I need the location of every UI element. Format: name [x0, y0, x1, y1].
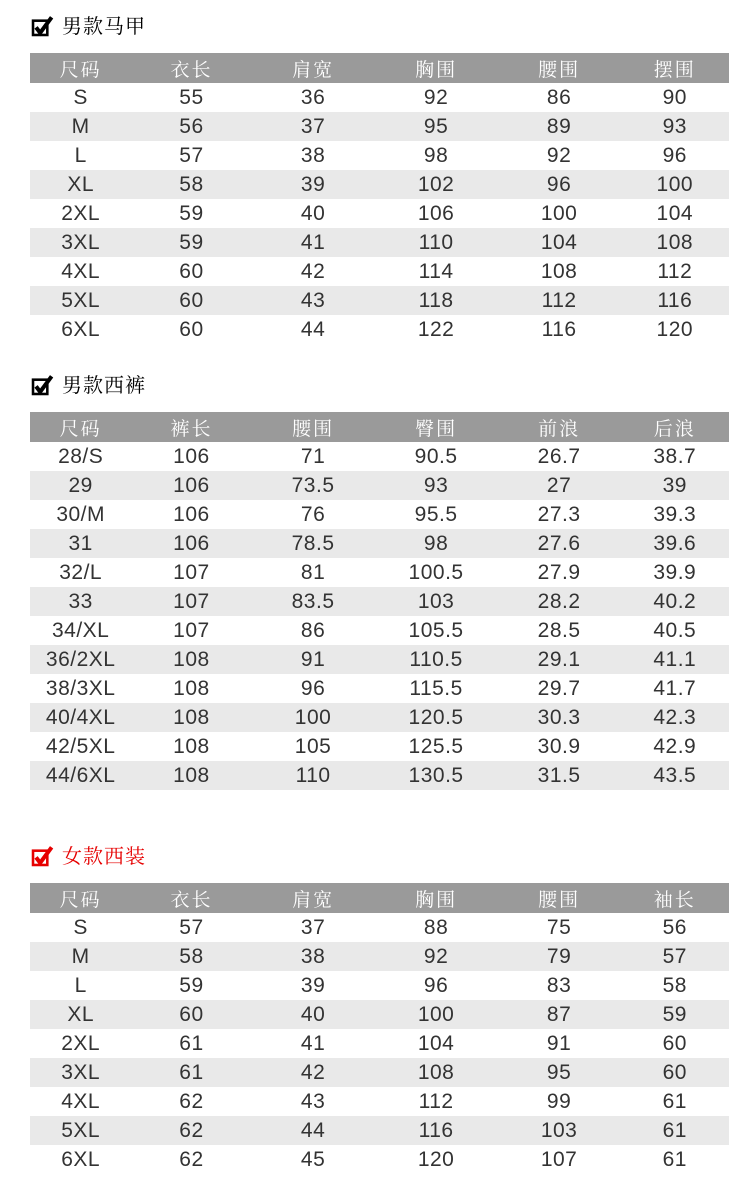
measurement-cell: 59: [179, 974, 204, 997]
measurement-cell: 104: [656, 202, 694, 225]
measurement-cell: 93: [662, 115, 687, 138]
measurement-cell: 61: [179, 1061, 204, 1084]
measurement-cell: 98: [423, 144, 449, 167]
measurement-cell: 106: [173, 532, 210, 555]
table-row: [30, 1145, 729, 1174]
measurement-cell: 96: [546, 173, 572, 196]
measurement-cell: 108: [656, 231, 694, 254]
measurement-cell: 96: [662, 144, 687, 167]
measurement-cell: 60: [662, 1061, 687, 1084]
column-header: 腰围: [252, 412, 375, 442]
section-title: [31, 14, 729, 38]
measurement-cell: 108: [173, 735, 210, 758]
measurement-cell: 41: [300, 1032, 326, 1055]
column-header: 胸围: [375, 883, 498, 913]
measurement-cell: 106: [417, 202, 455, 225]
table-header-row: [30, 883, 729, 913]
size-cell: 6XL: [61, 1148, 101, 1171]
measurement-cell: 57: [179, 144, 204, 167]
size-table-section: [30, 844, 729, 1174]
measurement-cell: 38: [300, 945, 326, 968]
measurement-cell: 92: [546, 144, 572, 167]
measurement-cell: 26.7: [537, 445, 581, 468]
measurement-cell: 102: [417, 173, 455, 196]
table-row: [30, 703, 729, 732]
size-table: [30, 883, 729, 1174]
section-title: [31, 844, 729, 868]
measurement-cell: 107: [173, 590, 210, 613]
measurement-cell: 96: [423, 974, 449, 997]
measurement-cell: 112: [657, 260, 693, 283]
size-cell: 4XL: [61, 260, 101, 283]
measurement-cell: 116: [657, 289, 693, 312]
table-row: [30, 1087, 729, 1116]
measurement-cell: 61: [662, 1119, 687, 1142]
measurement-cell: 59: [662, 1003, 687, 1026]
measurement-cell: 112: [418, 1090, 454, 1113]
measurement-cell: 100: [656, 173, 694, 196]
measurement-cell: 44: [300, 318, 326, 341]
measurement-cell: 118: [418, 289, 454, 312]
checkbox-checked-icon: [31, 845, 53, 867]
table-row: [30, 83, 729, 112]
table-row: [30, 442, 729, 471]
measurement-cell: 108: [540, 260, 578, 283]
measurement-cell: 60: [179, 289, 204, 312]
measurement-cell: 96: [300, 677, 326, 700]
column-header: 袖长: [621, 883, 729, 913]
measurement-cell: 120: [417, 1148, 455, 1171]
column-header: 衣长: [131, 53, 251, 83]
size-cell: 5XL: [61, 1119, 101, 1142]
measurement-cell: 56: [179, 115, 204, 138]
measurement-cell: 106: [173, 445, 210, 468]
measurement-cell: 39: [662, 474, 687, 497]
size-table-section: [30, 14, 729, 344]
measurement-cell: 93: [423, 474, 449, 497]
measurement-cell: 103: [417, 590, 455, 613]
measurement-cell: 40: [300, 202, 326, 225]
measurement-cell: 110.5: [409, 648, 463, 671]
measurement-cell: 105: [294, 735, 332, 758]
measurement-cell: 90.5: [414, 445, 458, 468]
table-row: [30, 1029, 729, 1058]
measurement-cell: 100.5: [408, 561, 464, 584]
measurement-cell: 61: [662, 1090, 687, 1113]
measurement-cell: 37: [300, 115, 326, 138]
section-title: [31, 373, 729, 397]
measurement-cell: 42.3: [653, 706, 697, 729]
measurement-cell: 100: [294, 706, 332, 729]
measurement-cell: 110: [295, 764, 331, 787]
column-header: 臀围: [375, 412, 498, 442]
measurement-cell: 105.5: [408, 619, 464, 642]
column-header: 后浪: [621, 412, 729, 442]
measurement-cell: 103: [540, 1119, 578, 1142]
measurement-cell: 38: [300, 144, 326, 167]
table-row: [30, 529, 729, 558]
table-row: [30, 1058, 729, 1087]
table-row: [30, 471, 729, 500]
size-table: [30, 53, 729, 344]
measurement-cell: 27.3: [537, 503, 581, 526]
measurement-cell: 78.5: [291, 532, 335, 555]
table-row: [30, 315, 729, 344]
measurement-cell: 39: [300, 974, 326, 997]
measurement-cell: 108: [173, 706, 210, 729]
measurement-cell: 110: [418, 231, 454, 254]
table-row: [30, 199, 729, 228]
measurement-cell: 60: [179, 1003, 204, 1026]
size-cell: 32/L: [59, 561, 103, 584]
size-table-section: [30, 373, 729, 790]
checkbox-checked-icon: [31, 15, 53, 37]
size-cell: M: [71, 115, 90, 138]
measurement-cell: 104: [540, 231, 578, 254]
measurement-cell: 39.9: [653, 561, 697, 584]
size-cell: 44/6XL: [45, 764, 116, 787]
size-cell: 6XL: [61, 318, 101, 341]
measurement-cell: 114: [418, 260, 454, 283]
measurement-cell: 104: [417, 1032, 455, 1055]
table-row: [30, 170, 729, 199]
measurement-cell: 106: [173, 503, 210, 526]
size-cell: 34/XL: [51, 619, 110, 642]
measurement-cell: 37: [300, 916, 326, 939]
column-header: 尺码: [30, 412, 131, 442]
table-row: [30, 645, 729, 674]
size-cell: L: [74, 974, 87, 997]
size-cell: 38/3XL: [45, 677, 116, 700]
measurement-cell: 79: [546, 945, 572, 968]
table-row: [30, 913, 729, 942]
measurement-cell: 108: [173, 677, 210, 700]
measurement-cell: 29.1: [537, 648, 581, 671]
measurement-cell: 116: [418, 1119, 454, 1142]
measurement-cell: 62: [179, 1148, 204, 1171]
measurement-cell: 83: [546, 974, 572, 997]
measurement-cell: 39.6: [653, 532, 697, 555]
column-header: 肩宽: [252, 883, 375, 913]
measurement-cell: 88: [423, 916, 449, 939]
table-row: [30, 587, 729, 616]
size-cell: 36/2XL: [45, 648, 116, 671]
measurement-cell: 120: [656, 318, 694, 341]
table-row: [30, 971, 729, 1000]
measurement-cell: 27.9: [537, 561, 581, 584]
measurement-cell: 75: [546, 916, 572, 939]
measurement-cell: 87: [546, 1003, 572, 1026]
measurement-cell: 31.5: [537, 764, 581, 787]
measurement-cell: 100: [540, 202, 578, 225]
column-header: 肩宽: [252, 53, 375, 83]
size-cell: 40/4XL: [45, 706, 116, 729]
table-row: [30, 674, 729, 703]
size-cell: 4XL: [61, 1090, 101, 1113]
measurement-cell: 107: [173, 561, 210, 584]
column-header: 胸围: [375, 53, 498, 83]
table-row: [30, 286, 729, 315]
measurement-cell: 83.5: [291, 590, 335, 613]
measurement-cell: 58: [179, 173, 204, 196]
measurement-cell: 73.5: [291, 474, 335, 497]
measurement-cell: 58: [662, 974, 687, 997]
measurement-cell: 98: [423, 532, 449, 555]
measurement-cell: 30.3: [537, 706, 581, 729]
measurement-cell: 58: [179, 945, 204, 968]
measurement-cell: 40: [300, 1003, 326, 1026]
column-header: 腰围: [498, 883, 621, 913]
measurement-cell: 43: [300, 1090, 326, 1113]
measurement-cell: 125.5: [408, 735, 464, 758]
measurement-cell: 95: [423, 115, 449, 138]
section-title-label: 女款西装: [62, 846, 146, 868]
size-table: [30, 412, 729, 790]
measurement-cell: 59: [179, 231, 204, 254]
measurement-cell: 107: [540, 1148, 578, 1171]
measurement-cell: 62: [179, 1119, 204, 1142]
size-cell: 2XL: [61, 1032, 101, 1055]
size-cell: S: [73, 86, 88, 109]
measurement-cell: 30.9: [537, 735, 581, 758]
measurement-cell: 36: [300, 86, 326, 109]
size-cell: 30/M: [56, 503, 106, 526]
measurement-cell: 95: [546, 1061, 572, 1084]
size-cell: 5XL: [61, 289, 101, 312]
measurement-cell: 39.3: [653, 503, 697, 526]
measurement-cell: 89: [546, 115, 572, 138]
measurement-cell: 108: [417, 1061, 455, 1084]
column-header: 尺码: [30, 883, 131, 913]
measurement-cell: 107: [173, 619, 210, 642]
table-row: [30, 257, 729, 286]
measurement-cell: 27.6: [537, 532, 581, 555]
measurement-cell: 45: [300, 1148, 326, 1171]
column-header: 尺码: [30, 53, 131, 83]
measurement-cell: 130.5: [408, 764, 464, 787]
measurement-cell: 40.2: [653, 590, 697, 613]
table-row: [30, 732, 729, 761]
measurement-cell: 39: [300, 173, 326, 196]
size-cell: M: [71, 945, 90, 968]
measurement-cell: 61: [179, 1032, 204, 1055]
size-cell: S: [73, 916, 88, 939]
size-cell: 31: [68, 532, 93, 555]
measurement-cell: 60: [179, 260, 204, 283]
checkbox-checked-icon: [31, 374, 53, 396]
measurement-cell: 112: [541, 289, 577, 312]
size-cell: 42/5XL: [45, 735, 116, 758]
size-cell: 2XL: [61, 202, 101, 225]
measurement-cell: 86: [300, 619, 326, 642]
measurement-cell: 27: [546, 474, 572, 497]
table-row: [30, 141, 729, 170]
measurement-cell: 106: [173, 474, 210, 497]
column-header: 前浪: [498, 412, 621, 442]
size-cell: XL: [67, 1003, 95, 1026]
size-cell: 28/S: [58, 445, 104, 468]
size-cell: 29: [68, 474, 93, 497]
measurement-cell: 28.2: [537, 590, 581, 613]
measurement-cell: 56: [662, 916, 687, 939]
measurement-cell: 57: [662, 945, 687, 968]
measurement-cell: 92: [423, 86, 449, 109]
measurement-cell: 60: [662, 1032, 687, 1055]
size-cell: L: [74, 144, 87, 167]
measurement-cell: 115.5: [409, 677, 463, 700]
column-header: 衣长: [131, 883, 251, 913]
measurement-cell: 120.5: [408, 706, 464, 729]
table-row: [30, 1116, 729, 1145]
measurement-cell: 41.7: [653, 677, 697, 700]
measurement-cell: 108: [173, 648, 210, 671]
measurement-cell: 92: [423, 945, 449, 968]
size-cell: XL: [67, 173, 95, 196]
measurement-cell: 62: [179, 1090, 204, 1113]
measurement-cell: 61: [662, 1148, 687, 1171]
measurement-cell: 55: [179, 86, 204, 109]
measurement-cell: 43.5: [653, 764, 697, 787]
measurement-cell: 29.7: [537, 677, 581, 700]
measurement-cell: 90: [662, 86, 687, 109]
table-row: [30, 942, 729, 971]
measurement-cell: 42.9: [653, 735, 697, 758]
measurement-cell: 76: [300, 503, 326, 526]
table-row: [30, 112, 729, 141]
table-row: [30, 616, 729, 645]
column-header: 裤长: [131, 412, 251, 442]
table-row: [30, 228, 729, 257]
size-cell: 3XL: [61, 1061, 101, 1084]
measurement-cell: 38.7: [653, 445, 697, 468]
measurement-cell: 116: [541, 318, 577, 341]
measurement-cell: 81: [300, 561, 326, 584]
measurement-cell: 44: [300, 1119, 326, 1142]
section-title-label: 男款马甲: [62, 16, 146, 38]
table-row: [30, 500, 729, 529]
measurement-cell: 91: [300, 648, 326, 671]
table-row: [30, 761, 729, 790]
column-header: 摆围: [621, 53, 729, 83]
measurement-cell: 42: [300, 1061, 326, 1084]
measurement-cell: 41.1: [653, 648, 697, 671]
measurement-cell: 99: [546, 1090, 572, 1113]
measurement-cell: 95.5: [414, 503, 458, 526]
table-row: [30, 1000, 729, 1029]
measurement-cell: 40.5: [653, 619, 697, 642]
measurement-cell: 122: [417, 318, 455, 341]
column-header: 腰围: [498, 53, 621, 83]
measurement-cell: 86: [546, 86, 572, 109]
section-title-label: 男款西裤: [62, 375, 146, 397]
table-header-row: [30, 412, 729, 442]
size-cell: 3XL: [61, 231, 101, 254]
measurement-cell: 28.5: [537, 619, 581, 642]
measurement-cell: 41: [300, 231, 326, 254]
table-header-row: [30, 53, 729, 83]
size-cell: 33: [68, 590, 93, 613]
measurement-cell: 42: [300, 260, 326, 283]
measurement-cell: 57: [179, 916, 204, 939]
measurement-cell: 60: [179, 318, 204, 341]
measurement-cell: 91: [546, 1032, 572, 1055]
measurement-cell: 108: [173, 764, 210, 787]
measurement-cell: 59: [179, 202, 204, 225]
table-row: [30, 558, 729, 587]
measurement-cell: 43: [300, 289, 326, 312]
size-chart-sections: [30, 14, 729, 1174]
measurement-cell: 71: [300, 445, 326, 468]
measurement-cell: 100: [417, 1003, 455, 1026]
